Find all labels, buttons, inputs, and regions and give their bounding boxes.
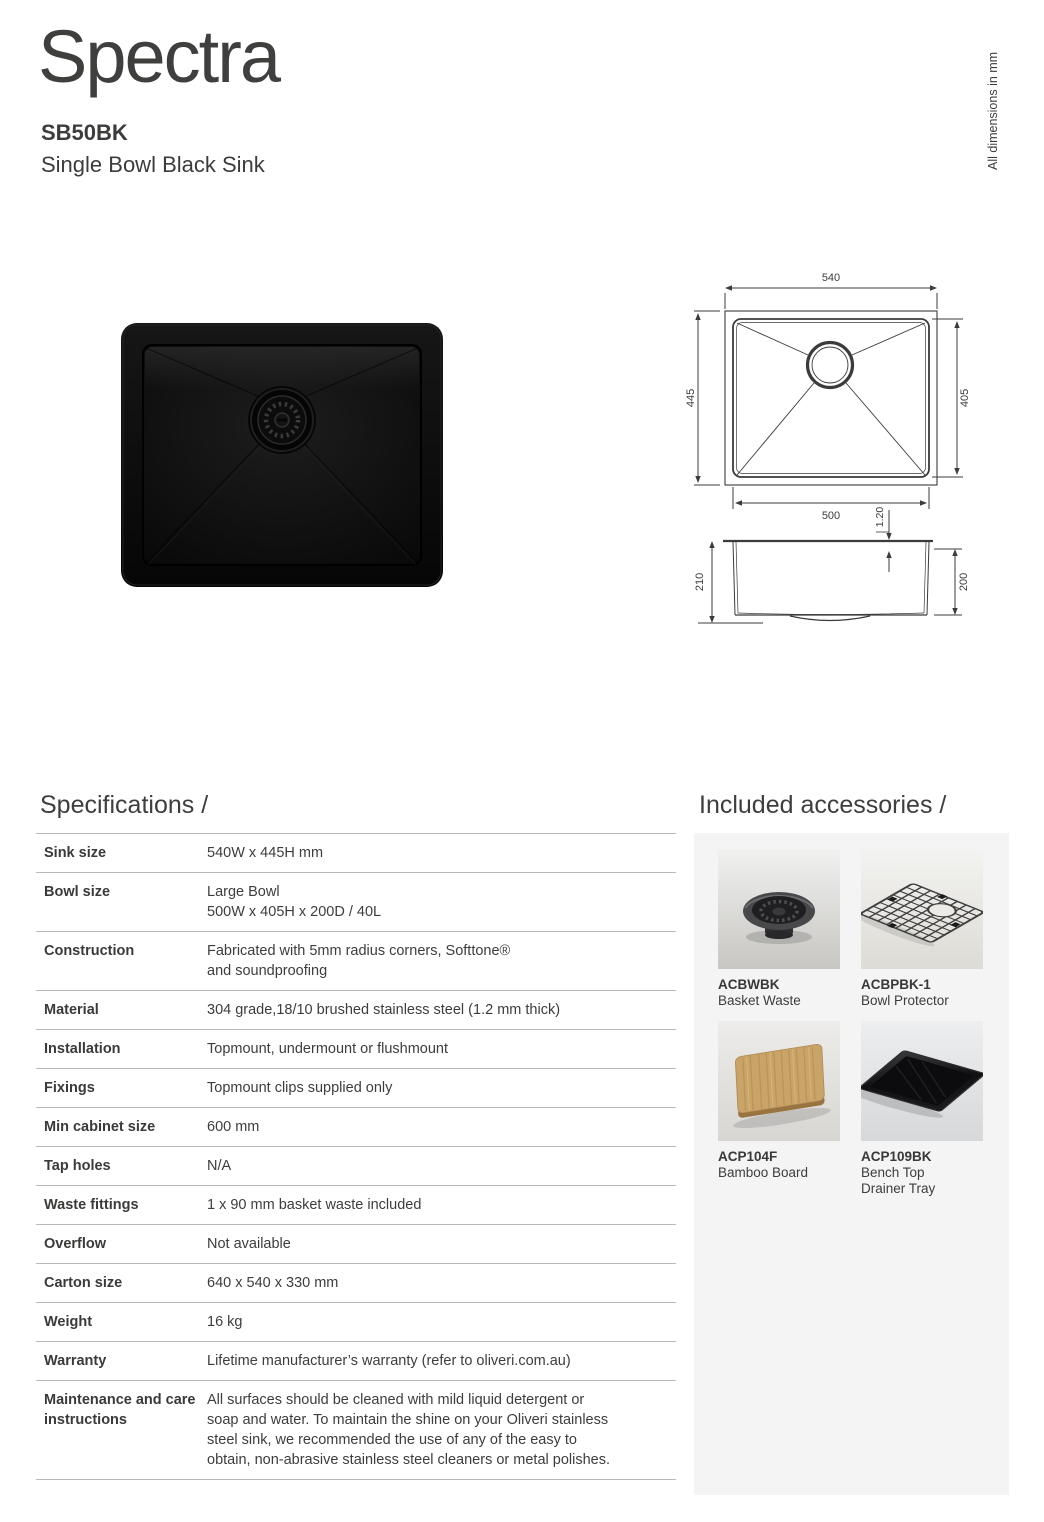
spec-label: Fixings bbox=[44, 1080, 95, 1096]
spec-row-tap-holes bbox=[36, 1146, 676, 1185]
spec-row-construction bbox=[36, 931, 676, 990]
sink-photo-graphic bbox=[121, 323, 443, 587]
accessory-name: Bamboo Board bbox=[718, 1165, 809, 1180]
dimensions-note: All dimensions in mm bbox=[986, 51, 1000, 170]
dim-500: 500 bbox=[821, 510, 841, 522]
accessory-tile-drainer-tray bbox=[861, 1021, 983, 1197]
accessory-code: ACP109BK bbox=[861, 1149, 932, 1164]
spec-row-sink-size bbox=[36, 833, 676, 872]
spec-row-waste-fittings bbox=[36, 1185, 676, 1224]
spec-value: 304 grade,18/10 brushed stainless steel (1.2 mm thick) bbox=[207, 1002, 561, 1018]
spec-label: Sink size bbox=[44, 845, 107, 861]
spec-label: Installation bbox=[44, 1041, 121, 1057]
spec-value: 640 x 540 x 330 mm bbox=[207, 1275, 339, 1291]
model-code: SB50BK bbox=[41, 120, 128, 145]
technical-drawing bbox=[686, 260, 1016, 640]
spec-label: Weight bbox=[44, 1314, 93, 1330]
product-name: Single Bowl Black Sink bbox=[41, 152, 265, 177]
spec-label: Waste fittings bbox=[44, 1197, 139, 1213]
dim-200: 200 bbox=[958, 572, 970, 592]
bamboo-board-image bbox=[718, 1021, 840, 1141]
specifications-table bbox=[36, 833, 676, 1480]
bowl-protector-image bbox=[861, 849, 983, 969]
spec-label: Carton size bbox=[44, 1275, 123, 1291]
accessories-title: Included accessories / bbox=[699, 791, 947, 819]
spec-value: Lifetime manufacturer’s warranty (refer to oliveri.com.au) bbox=[207, 1353, 571, 1369]
spec-row-maintenance bbox=[36, 1380, 676, 1479]
spec-label: Min cabinet size bbox=[44, 1119, 156, 1135]
spec-row-min-cabinet bbox=[36, 1107, 676, 1146]
accessory-name: Basket Waste bbox=[718, 993, 801, 1008]
accessory-name: Bowl Protector bbox=[861, 993, 949, 1008]
basket-waste-image bbox=[718, 849, 840, 969]
accessory-tile-bowl-protector bbox=[861, 849, 983, 1009]
product-photo bbox=[121, 323, 443, 587]
accessory-tile-basket-waste bbox=[718, 849, 840, 1009]
drainer-tray-image bbox=[861, 1021, 983, 1141]
accessory-code: ACBPBK-1 bbox=[861, 977, 931, 992]
spec-label: Bowl size bbox=[44, 884, 111, 900]
spec-value: N/A bbox=[207, 1158, 232, 1174]
spec-value: Topmount, undermount or flushmount bbox=[207, 1041, 448, 1057]
spec-label: Tap holes bbox=[44, 1158, 111, 1174]
spec-row-bowl-size bbox=[36, 872, 676, 931]
dimension-drawing-graphic bbox=[686, 260, 1016, 640]
spec-value: 1 x 90 mm basket waste included bbox=[207, 1197, 422, 1213]
spec-row-material bbox=[36, 990, 676, 1029]
specifications-title: Specifications / bbox=[40, 791, 209, 819]
spec-value: Topmount clips supplied only bbox=[207, 1080, 393, 1096]
accessories-panel bbox=[694, 833, 1009, 1495]
spec-value: Not available bbox=[207, 1236, 291, 1252]
brand-title: Spectra bbox=[38, 15, 280, 98]
spec-value: Fabricated with 5mm radius corners, Softtone® and soundproofing bbox=[207, 943, 511, 979]
spec-value: 600 mm bbox=[207, 1119, 260, 1135]
spec-row-installation bbox=[36, 1029, 676, 1068]
accessory-code: ACBWBK bbox=[718, 977, 780, 992]
dim-445: 445 bbox=[686, 388, 697, 408]
spec-row-weight bbox=[36, 1302, 676, 1341]
accessory-code: ACP104F bbox=[718, 1149, 778, 1164]
spec-row-overflow bbox=[36, 1224, 676, 1263]
spec-value: Large Bowl 500W x 405H x 200D / 40L bbox=[207, 884, 382, 920]
spec-label: Overflow bbox=[44, 1236, 107, 1252]
spec-row-carton-size bbox=[36, 1263, 676, 1302]
accessory-name: Drainer Tray bbox=[861, 1181, 936, 1196]
accessory-name: Bench Top bbox=[861, 1165, 925, 1180]
spec-label: Construction bbox=[44, 943, 135, 959]
spec-row-fixings bbox=[36, 1068, 676, 1107]
spec-label: Warranty bbox=[44, 1353, 107, 1369]
spec-value: 16 kg bbox=[207, 1314, 243, 1330]
spec-label: Material bbox=[44, 1002, 99, 1018]
dim-405: 405 bbox=[959, 388, 971, 408]
spec-value: 540W x 445H mm bbox=[207, 845, 324, 861]
spec-label: Maintenance and care instructions bbox=[44, 1392, 196, 1428]
dim-540: 540 bbox=[821, 272, 841, 284]
spec-row-warranty bbox=[36, 1341, 676, 1380]
dim-210: 210 bbox=[694, 572, 706, 592]
specifications-section bbox=[36, 790, 676, 1480]
accessory-tile-bamboo-board bbox=[718, 1021, 840, 1197]
dim-thickness: 1.20 bbox=[874, 506, 886, 528]
spec-value: All surfaces should be cleaned with mild liquid detergent or soap and water. To maintain the shine on your Oliveri stainless steel sink, we recommended the use of any of the easy to obtain, non-abrasive stainless steel cleaners or metal polishes. bbox=[207, 1392, 610, 1468]
